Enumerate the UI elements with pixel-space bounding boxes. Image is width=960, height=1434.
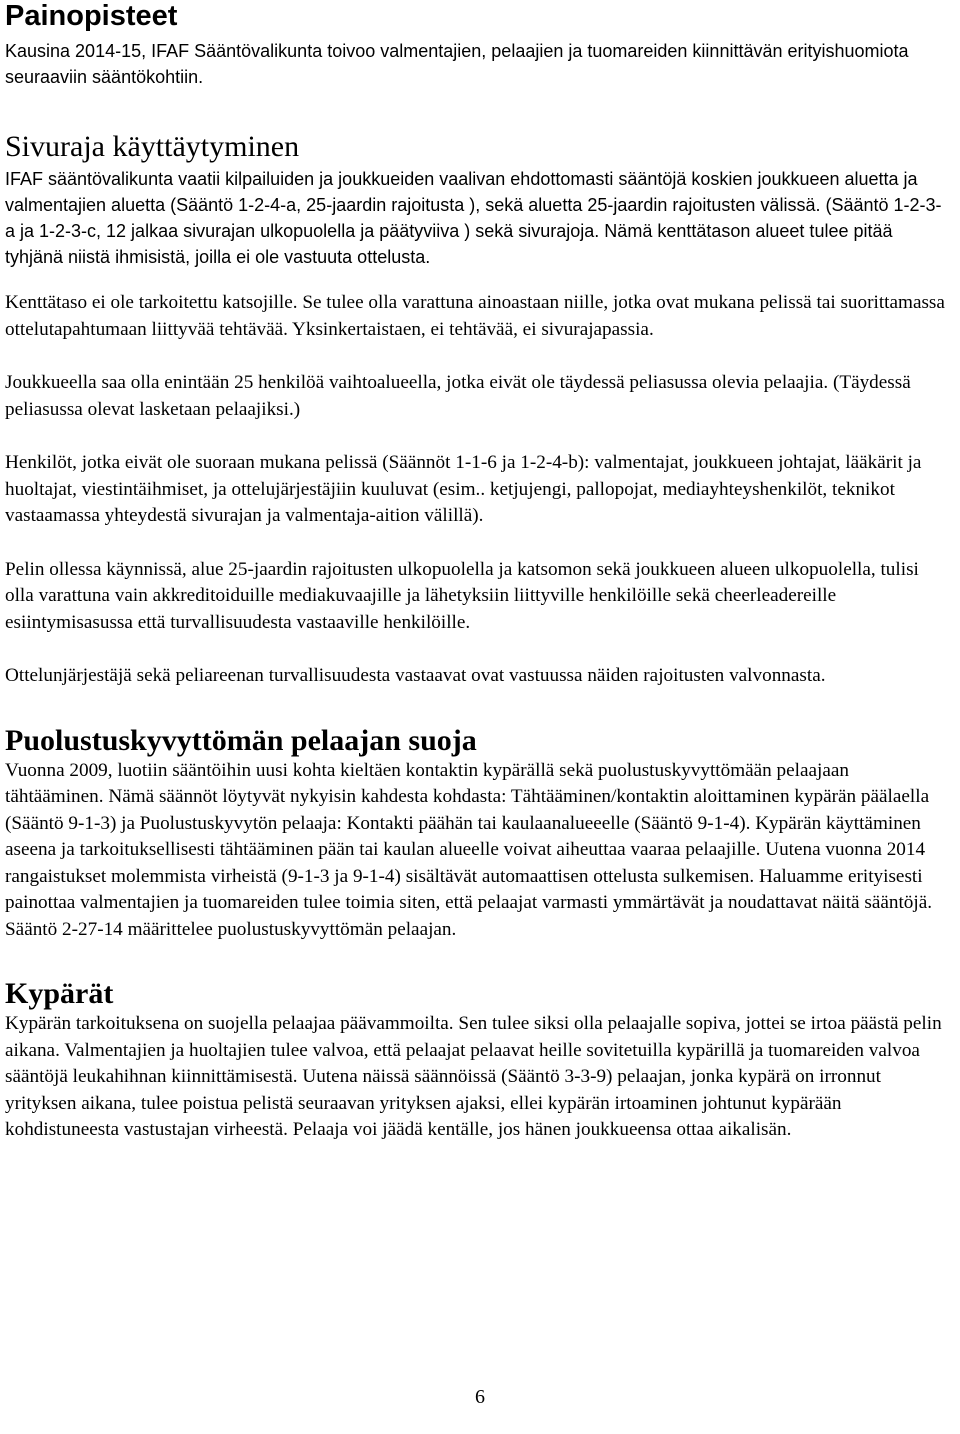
sideline-paragraph-1: IFAF sääntövalikunta vaatii kilpailuiden ja joukkueiden vaalivan ehdottomasti sääntöjä koskien joukkueen aluetta ja valmentajien aluetta (Sääntö 1-2-4-a, 25-jaardin rajoitusta ), sekä aluetta 25-jaardin rajoitusten välissä. (Sääntö 1-2-3-a ja 1-2-3-c, 12 jalkaa sivurajan ulkopuolella ja päätyviiva ) sekä sivurajoja. Nämä kenttätason alueet tulee pitää tyhjänä niistä ihmisistä, joilla ei ole vastuuta ottelusta. [5,169,942,267]
sideline-paragraph-6: Ottelunjärjestäjä sekä peliareenan turvallisuudesta vastaavat ovat vastuussa näiden rajoitusten valvonnasta. [5,665,826,686]
helmets-paragraph: Kypärän tarkoituksena on suojella pelaajaa päävammoilta. Sen tulee siksi olla pelaajalle sopiva, jottei se irtoa päästä pelin aikana. Valmentajien ja huoltajien tulee valvoa, että pelaajat pelaavat heille sovitetuilla kypärillä ja tuomareiden valvoa sääntöjä leukahihnan kiinnittämisestä. Uutena näissä säännöissä (Sääntö 3-3-9) pelaajan, jonka kypärä on irronnut yrityksen aikana, tulee poistua pelistä seuraavan yrityksen ajaksi, ellei kypärän irtoaminen johtunut kypärään kohdistuneesta vastustajan virheestä. Pelaaja voi jäädä kentälle, jos hänen joukkueensa ottaa aikalisän. [5,1013,942,1140]
heading-sivuraja: Sivuraja käyttäytyminen [5,130,300,163]
page-number: 6 [475,1386,485,1408]
sideline-paragraph-4: Henkilöt, jotka eivät ole suoraan mukana pelissä (Säännöt 1-1-6 ja 1-2-4-b): valmentajat, joukkueen johtajat, lääkärit ja huoltajat, viestintäihmiset, ja ottelujärjestäjiin kuuluvat (esim.. ketjujengi, pallopojat, mediayhteyshenkilöt, teknikot vastaamassa yhteydestä sivurajan ja valmentaja-aition välillä). [5,452,922,526]
defenseless-paragraph: Vuonna 2009, luotiin sääntöihin uusi kohta kieltäen kontaktin kypärällä sekä puolustuskyvyttömään pelaajaan tähtääminen. Nämä säännöt löytyvät nykyisin kahdesta kohdasta: Tähtääminen/kontaktin aloittaminen kypärän päälaella (Sääntö 9-1-3) ja Puolustuskyvytön pelaaja: Kontakti päähän tai kaulaanalueeelle (Sääntö 9-1-4). Kypärän käyttäminen aseena ja tarkoituksellisesti tähtääminen pään tai kaulan alueelle voivat aiheuttaa vaaraa pelaajille. Uutena vuonna 2014 rangaistukset molemmista virheistä (9-1-3 ja 9-1-4) sisältävät automaattisen ottelusta sulkemisen. Haluamme erityisesti painottaa valmentajien ja tuomareiden tulee toimia siten, että pelaajat varmasti ymmärtävät ja noudattavat näitä sääntöjä. Sääntö 2-27-14 määrittelee puolustuskyvyttömän pelaajan. [5,759,933,940]
heading-kyparat: Kypärät [5,977,114,1010]
document-page [5,0,951,1144]
heading-puolustuskyvyton: Puolustuskyvyttömän pelaajan suoja [5,723,477,757]
sideline-paragraph-5: Pelin ollessa käynnissä, alue 25-jaardin rajoitusten ulkopuolella ja katsomon sekä joukkueen alueen ulkopuolella, tulisi olla varattuna vain akkreditoiduille mediakuvaajille ja lähetyksiin liittyville henkilöille sekä cheerleadereille esiintymisasussa että turvallisuudesta vastaaville henkilöille. [5,558,919,633]
sideline-paragraph-2: Kenttätaso ei ole tarkoitettu katsojille. Se tulee olla varattuna ainoastaan niille, jotka ovat mukana pelissä tai suorittamassa ottelutapahtumaan liittyvää tehtävää. Yksinkertaistaen, ei tehtävää, ei sivurajapassia. [5,292,945,340]
heading-painopisteet: Painopisteet [5,0,178,32]
sideline-paragraph-3: Joukkueella saa olla enintään 25 henkilöä vaihtoalueella, jotka eivät ole täydessä peliasussa olevia pelaajia. (Täydessä peliasussa olevat lasketaan pelaajiksi.) [5,372,911,420]
intro-paragraph: Kausina 2014-15, IFAF Sääntövalikunta toivoo valmentajien, pelaajien ja tuomareiden kiinnittävän erityishuomiota seuraaviin sääntökohtiin. [5,41,909,87]
